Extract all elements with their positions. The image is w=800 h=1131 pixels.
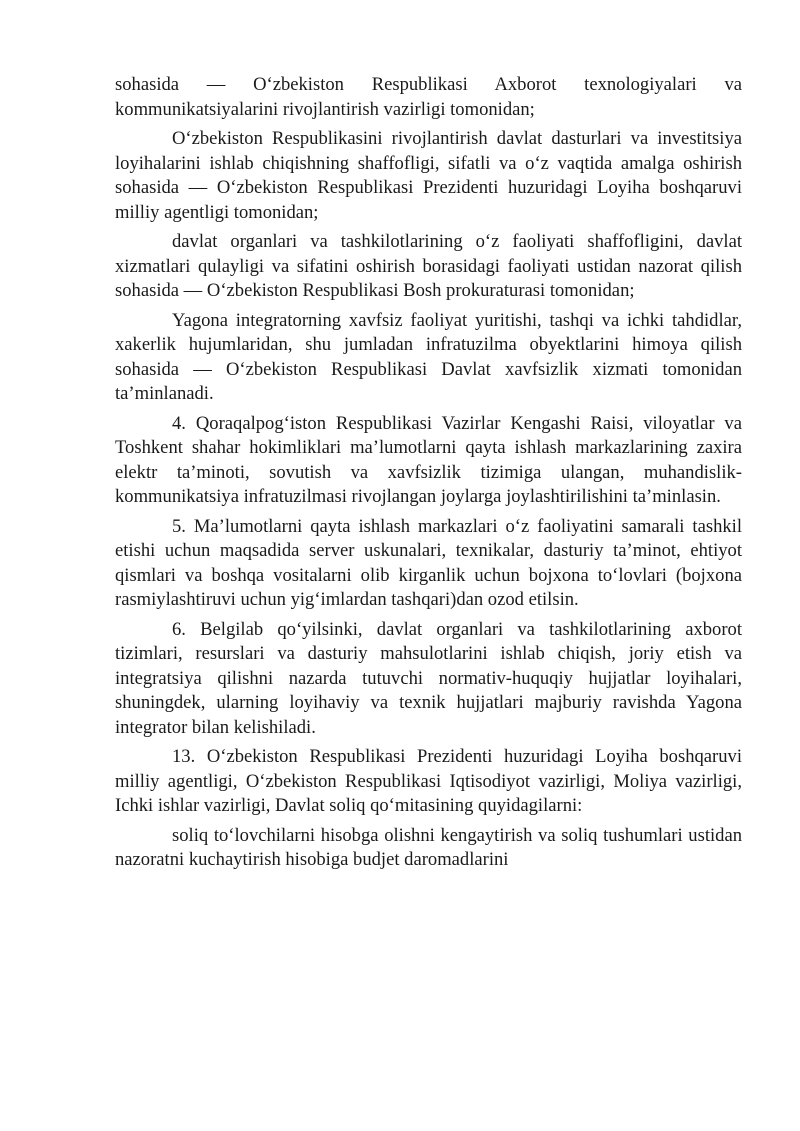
- paragraph-tax-payers: soliq to‘lovchilarni hisobga olishni kengaytirish va soliq tushumlari ustidan nazoratni kuchaytirish hisobiga budjet daromadlarini: [115, 824, 742, 870]
- paragraph-item-4: 4. Qoraqalpog‘iston Respublikasi Vazirlar Kengashi Raisi, viloyatlar va Toshkent shahar hokimliklari ma’lumotlarni qayta ishlash markazlarining zaxira elektr ta’minoti, sovutish va xavfsizlik tizimiga ulangan, muhandislik-kommunikatsiya infratuzilmasi rivojlangan joylarga joylashtirilishini ta’minlasin.: [115, 412, 742, 507]
- paragraph-item-13: 13. O‘zbekiston Respublikasi Prezidenti huzuridagi Loyiha boshqaruvi milliy agentligi, O‘zbekiston Respublikasi Iqtisodiyot vazirligi, Moliya vazirligi, Ichki ishlar vazirligi, Davlat soliq qo‘mitasining quyidagilarni:: [115, 746, 742, 816]
- paragraph-item-6: 6. Belgilab qo‘yilsinki, davlat organlari va tashkilotlarining axborot tizimlari, resurslari va dasturiy mahsulotlarini ishlab chiqish, joriy etish va integratsiya qilishni nazarda tutuvchi normativ-huquqiy hujjatlar loyihalari, shuningdek, ularning loyihaviy va texnik hujjatlari majburiy ravishda Yagona integrator bilan kelishiladi.: [115, 618, 742, 738]
- paragraph-project-agency: O‘zbekiston Respublikasini rivojlantirish davlat dasturlari va investitsiya loyihalarini ishlab chiqishning shaffofligi, sifatli va o‘z vaqtida amalga oshirish sohasida — O‘zbekiston Respublikasi Prezidenti huzuridagi Loyiha boshqaruvi milliy agentligi tomonidan;: [115, 128, 742, 223]
- paragraph-security-service: Yagona integratorning xavfsiz faoliyat yuritishi, tashqi va ichki tahdidlar, xakerlik hujumlaridan, shu jumladan infratuzilma obyektlarini himoya qilish sohasida — O‘zbekiston Respublikasi Davlat xavfsizlik xizmati tomonidan ta’minlanadi.: [115, 309, 742, 404]
- document-page: [115, 73, 742, 878]
- paragraph-prosecutor: davlat organlari va tashkilotlarining o‘z faoliyati shaffofligini, davlat xizmatlari qulayligi va sifatini oshirish borasidagi faoliyati ustidan nazorat qilish sohasida — O‘zbekiston Respublikasi Bosh prokuraturasi tomonidan;: [115, 231, 742, 301]
- paragraph-ministry-it: sohasida — O‘zbekiston Respublikasi Axborot texnologiyalari va kommunikatsiyalarini rivojlantirish vazirligi tomonidan;: [115, 74, 742, 120]
- paragraph-item-5: 5. Ma’lumotlarni qayta ishlash markazlari o‘z faoliyatini samarali tashkil etishi uchun maqsadida server uskunalari, texnikalar, dasturiy ta’minot, ehtiyot qismlari va boshqa vositalarni olib kirganlik uchun bojxona to‘lovlari (bojxona rasmiylashtiruvi uchun yig‘imlardan tashqari)dan ozod etilsin.: [115, 515, 742, 610]
